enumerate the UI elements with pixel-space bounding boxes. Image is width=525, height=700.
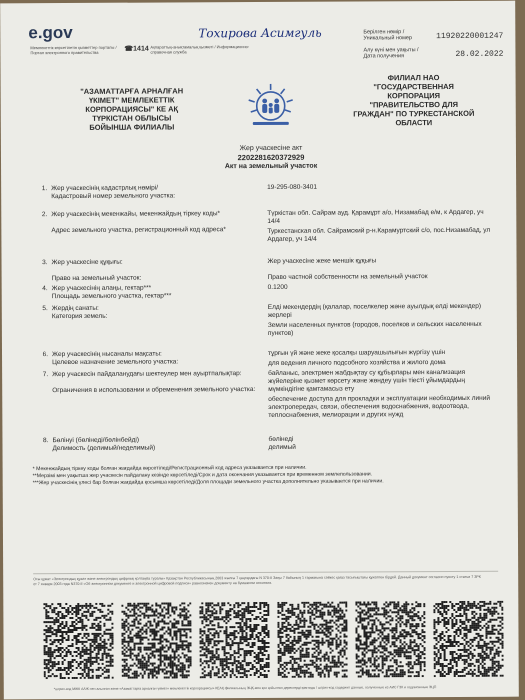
field-address: 2. Жер учаскесінің мекенжайы, мекенжайдың тіркеу коды* Адрес земельного участка, регистрационный код адреса* Түркістан обл. Сайрам ауд. Қарамұрт а/о, Низамабад е/м, к Ардагер, уч 14/4 Туркестанская обл. Сайрамский р-н.Карамуртский с/о, пос.Низамабад, ул Ардагер, уч 14/4 bbox=[41, 208, 491, 243]
barcode-1-icon bbox=[43, 603, 113, 679]
land-plot-fields bbox=[31, 183, 493, 453]
footnote-3: ***Жер учаскесінің үлесі бар болған жағдайда қосымша көрсетіледі/Доля площади земельного участка дополнительно указывается при наличии. bbox=[32, 478, 384, 487]
act-title-ru: Акт на земельный участок bbox=[224, 162, 318, 171]
footnotes bbox=[33, 464, 498, 487]
handwritten-name: Тохирова Асимгуль bbox=[198, 25, 322, 41]
issued-number-label: Берілген нөмір / Уникальный номер bbox=[363, 29, 412, 42]
call-center-caption: Ақпараттық-анықтамалық қызметі / Информационно-справочная служба bbox=[150, 44, 250, 55]
document-page bbox=[0, 1, 519, 700]
date-label: Алу күні мен уақыты / Дата получения bbox=[363, 47, 419, 60]
field-land-right: 3. Жер учаскесіне құқығы: Право на земельный участок: Жер учаскесіне жеке меншік құқығы Право частной собственности на земельный участок bbox=[42, 257, 428, 283]
call-center-number: ☎1414 bbox=[124, 45, 149, 53]
org-name-ru: ФИЛИАЛ НАО "ГОСУДАРСТВЕННАЯ КОРПОРАЦИЯ "ПРАВИТЕЛЬСТВО ДЛЯ ГРАЖДАН" ПО ТУРКЕСТАНСКОЙ ОБЛАСТИ bbox=[353, 73, 475, 128]
barcode-strip bbox=[43, 601, 513, 693]
field-land-category: 5. Жердің санаты: Категория земель: Елді мекендердің (қалалар, поселкелер және ауылдық елді мекендер) жерлері Земли населенных пунктов (городов, поселков и сельских населенных пунктов) bbox=[42, 302, 482, 337]
egov-logo: e.gov bbox=[28, 22, 73, 43]
legal-notice: Осы құжат «Электрондық құжат және электрондық цифрлық қолтаңба туралы» Қазақстан Республикасының 2003 жылғы 7 қаңтардағы N 370-II Заңы 7 бабының 1 тармағына сәйкес қағаз тасығыштағы құжатпен бірдей. Данный документ согласно пункту 1 статьи 7 ЗРК от 7 января 2003 года N370-II «Об электронном документе и электронной цифровой подписи» равнозначен документу на бумажном носителе. bbox=[33, 574, 481, 586]
field-divisibility: 8. Бөлінуі (бөлінеді/бөлінбейді) Делимость (делимый/неделимый) бөлінеді делимый bbox=[43, 435, 296, 453]
phone-icon: ☎ bbox=[124, 45, 134, 53]
barcode-notice: *штрих-код МЖК ААЖ-нен алынған және «Азаматтарға арналған үкімет» мемлекеттік корпорациясы» КЕАҚ филиалының ЭЦҚ-мен қол қойылған деректерді қамтиды / штрих-код содержит данные, полученные из АИС ГЗК и подписанные ЭЦП bbox=[53, 685, 437, 692]
act-title bbox=[151, 143, 391, 171]
footnote-2: **Мерзімі мен уақытша жер учаскесін пайдалану кезінде көрсетіледі/Срок и дата окончания указывается при временном землепользовании. bbox=[32, 471, 373, 480]
field-restrictions: 7. Жер учаскесін пайдаланудағы шектеулер мен ауыртпалықтар: Ограничения в использовании и обременения земельного участка: байланыс, электрмен жабдықтау су құбырлары мен канализация жүйелеріне қызмет көрсету және жөндеу үшін тіесті ұйымдардың мүмкіндігіне қамтамасыз ету обеспечение доступа для прокладки и эксплуатации необходимых линий электропередач, связи, обеспечения водоснабжения, водоотвода, теплоснабжения, мелиорации и других нужд bbox=[42, 368, 490, 419]
footnote-1: * Мекенжайдың тіркеу коды болған жағдайда көрсетіледі/Регистрационный код адреса указывается при наличии. bbox=[32, 464, 307, 473]
field-cadastral-number: 1. Жер учаскесінің кадастрлық нөмірі/ Кадастровый номер земельного участка: 19-295-080-3401 bbox=[41, 183, 318, 201]
field-purpose: 6. Жер учаскесінің нысаналы мақсаты: Целевое назначение земельного участка: тұрғын үй және жеке қосалқы шаруашылығын жүргізу үшін для ведения личного подсобного хозяйства и жилого дома bbox=[42, 349, 446, 367]
act-number: 2202281620372929 bbox=[237, 152, 305, 163]
barcode-6-icon bbox=[433, 601, 503, 677]
org-name-kz: "АЗАМАТТАРҒА АРНАЛҒАН ҮКІМЕТ" МЕМЛЕКЕТТІК КОРПОРАЦИЯСЫ" КЕ АҚ ТҮРКІСТАН ОБЛЫСЫ БОЙЫНША ФИЛИАЛЫ bbox=[80, 86, 184, 132]
barcode-4-icon bbox=[277, 602, 347, 678]
issue-date: 28.02.2022 bbox=[455, 49, 504, 59]
egov-caption: Мемлекеттік көрсетілетін қызметтер порталы / Портал электронного правительства bbox=[30, 44, 117, 56]
barcode-2-icon bbox=[121, 602, 191, 678]
barcode-5-icon bbox=[355, 601, 425, 677]
corporation-emblem-icon bbox=[237, 80, 305, 136]
document-meta bbox=[363, 29, 503, 66]
header bbox=[18, 9, 503, 72]
field-area: 4. Жер учаскесінің алаңы, гектар*** Площадь земельного участка, гектар*** 0.1200 bbox=[42, 283, 288, 301]
act-title-kz: Жер учаскесіне акт bbox=[239, 144, 303, 153]
issued-number: 11920220001247 bbox=[436, 31, 504, 42]
divider bbox=[33, 571, 498, 574]
barcode-3-icon bbox=[199, 602, 269, 678]
